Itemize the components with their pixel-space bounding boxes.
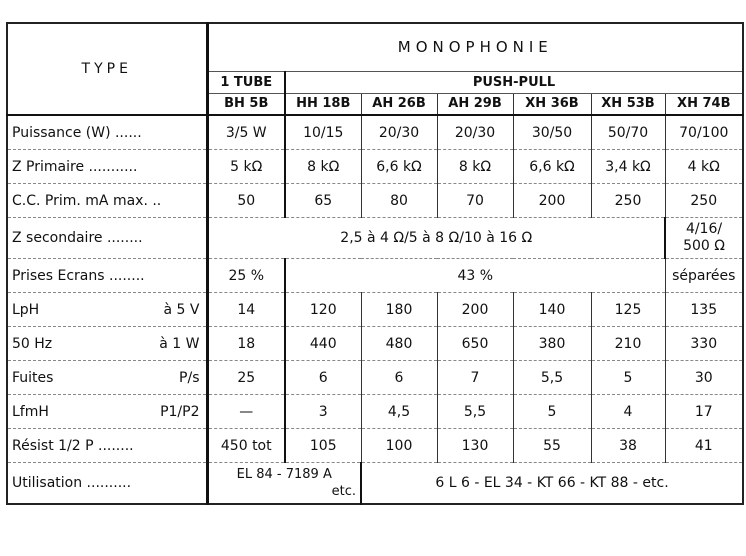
cell: 20/30 — [361, 115, 437, 150]
row-label: Puissance (W) ...... — [7, 115, 207, 150]
model-bh5b: BH 5B — [207, 93, 285, 115]
cell: 5 — [591, 361, 665, 395]
row-label: Z secondaire ........ — [7, 218, 207, 259]
row-label-main: Fuites — [12, 369, 54, 386]
cell: 6,6 kΩ — [361, 150, 437, 184]
cell: 140 — [513, 293, 591, 327]
row-z-secondaire — [7, 218, 743, 259]
cell: 3,4 kΩ — [591, 150, 665, 184]
row-fuites — [7, 361, 743, 395]
cell-span: 6 L 6 - EL 34 - KT 66 - KT 88 - etc. — [435, 475, 669, 491]
cell: 70 — [437, 184, 513, 218]
cell-line: etc. — [331, 484, 356, 499]
cell: 6,6 kΩ — [513, 150, 591, 184]
cell: 650 — [437, 327, 513, 361]
row-label: C.C. Prim. mA max. .. — [7, 184, 207, 218]
model-ah26b: AH 26B — [361, 93, 437, 115]
row-utilisation — [7, 463, 743, 505]
row-label-sub: à 1 W — [159, 335, 200, 352]
cell: 20/30 — [437, 115, 513, 150]
cell: 105 — [285, 429, 361, 463]
row-label-main: LpH — [12, 301, 40, 318]
row-lfmh — [7, 395, 743, 429]
cell: 5,5 — [437, 395, 513, 429]
single-tube-header: 1 TUBE — [207, 71, 285, 93]
row-label — [7, 327, 207, 361]
transformer-spec-table — [6, 22, 744, 505]
cell: 8 kΩ — [285, 150, 361, 184]
row-resist — [7, 429, 743, 463]
cell: 200 — [437, 293, 513, 327]
cell: 10/15 — [285, 115, 361, 150]
row-prises-ecrans — [7, 259, 743, 293]
cell-line: 4/16/ — [685, 221, 723, 237]
cell: 38 — [591, 429, 665, 463]
cell — [207, 463, 361, 505]
cell: 50/70 — [591, 115, 665, 150]
cell: 55 — [513, 429, 591, 463]
model-xh36b: XH 36B — [513, 93, 591, 115]
cell: 330 — [665, 327, 743, 361]
cell: 135 — [665, 293, 743, 327]
cell: 450 tot — [207, 429, 285, 463]
cell: 3/5 W — [207, 115, 285, 150]
cell — [665, 218, 743, 259]
cell: 17 — [665, 395, 743, 429]
cell: 25 % — [207, 259, 285, 293]
monophonie-title: MONOPHONIE — [397, 38, 553, 57]
cell: 70/100 — [665, 115, 743, 150]
cell: 4 kΩ — [665, 150, 743, 184]
cell: 440 — [285, 327, 361, 361]
cell: 5 kΩ — [207, 150, 285, 184]
row-puissance — [7, 115, 743, 150]
row-label: Utilisation .......... — [7, 463, 207, 505]
cell-line: 500 Ω — [683, 238, 725, 254]
cell: 5 — [513, 395, 591, 429]
cell: 125 — [591, 293, 665, 327]
cell: 7 — [437, 361, 513, 395]
cell: 30/50 — [513, 115, 591, 150]
row-label-main: 50 Hz — [12, 335, 53, 352]
cell: 5,5 — [513, 361, 591, 395]
cell: 4,5 — [361, 395, 437, 429]
cell: 200 — [513, 184, 591, 218]
row-label: Prises Ecrans ........ — [7, 259, 207, 293]
cell: 65 — [285, 184, 361, 218]
cell: 100 — [361, 429, 437, 463]
monophonie-header — [207, 23, 743, 71]
cell: séparées — [665, 259, 743, 293]
cell: 80 — [361, 184, 437, 218]
cell-span: 2,5 à 4 Ω/5 à 8 Ω/10 à 16 Ω — [207, 218, 665, 259]
cell: 250 — [665, 184, 743, 218]
cell: 41 — [665, 429, 743, 463]
model-hh18b: HH 18B — [285, 93, 361, 115]
cell: 180 — [361, 293, 437, 327]
cell: 25 — [207, 361, 285, 395]
row-lph — [7, 293, 743, 327]
row-label — [7, 293, 207, 327]
row-label-sub: à 5 V — [163, 301, 200, 318]
cell-span: 43 % — [285, 259, 665, 293]
cell-line: EL 84 - 7189 A — [236, 467, 332, 482]
row-cc-prim — [7, 184, 743, 218]
push-pull-header: PUSH-PULL — [285, 71, 743, 93]
row-z-primaire — [7, 150, 743, 184]
cell: 14 — [207, 293, 285, 327]
type-header: TYPE — [7, 23, 207, 115]
row-label: Z Primaire ........... — [7, 150, 207, 184]
cell: 8 kΩ — [437, 150, 513, 184]
row-label-main: LfmH — [12, 403, 49, 420]
cell: 130 — [437, 429, 513, 463]
cell: 30 — [665, 361, 743, 395]
cell: 380 — [513, 327, 591, 361]
cell: 250 — [591, 184, 665, 218]
cell: — — [207, 395, 285, 429]
row-label-sub: P/s — [179, 369, 200, 386]
row-label-sub: P1/P2 — [160, 403, 200, 420]
cell: 480 — [361, 327, 437, 361]
row-label — [7, 395, 207, 429]
cell: 6 — [361, 361, 437, 395]
cell: 6 — [285, 361, 361, 395]
row-label: Résist 1/2 P ........ — [7, 429, 207, 463]
cell: 210 — [591, 327, 665, 361]
cell: 4 — [591, 395, 665, 429]
cell: 50 — [207, 184, 285, 218]
model-xh74b: XH 74B — [665, 93, 743, 115]
row-50hz — [7, 327, 743, 361]
model-xh53b: XH 53B — [591, 93, 665, 115]
row-label — [7, 361, 207, 395]
cell: 120 — [285, 293, 361, 327]
cell: 3 — [285, 395, 361, 429]
model-ah29b: AH 29B — [437, 93, 513, 115]
cell: 18 — [207, 327, 285, 361]
